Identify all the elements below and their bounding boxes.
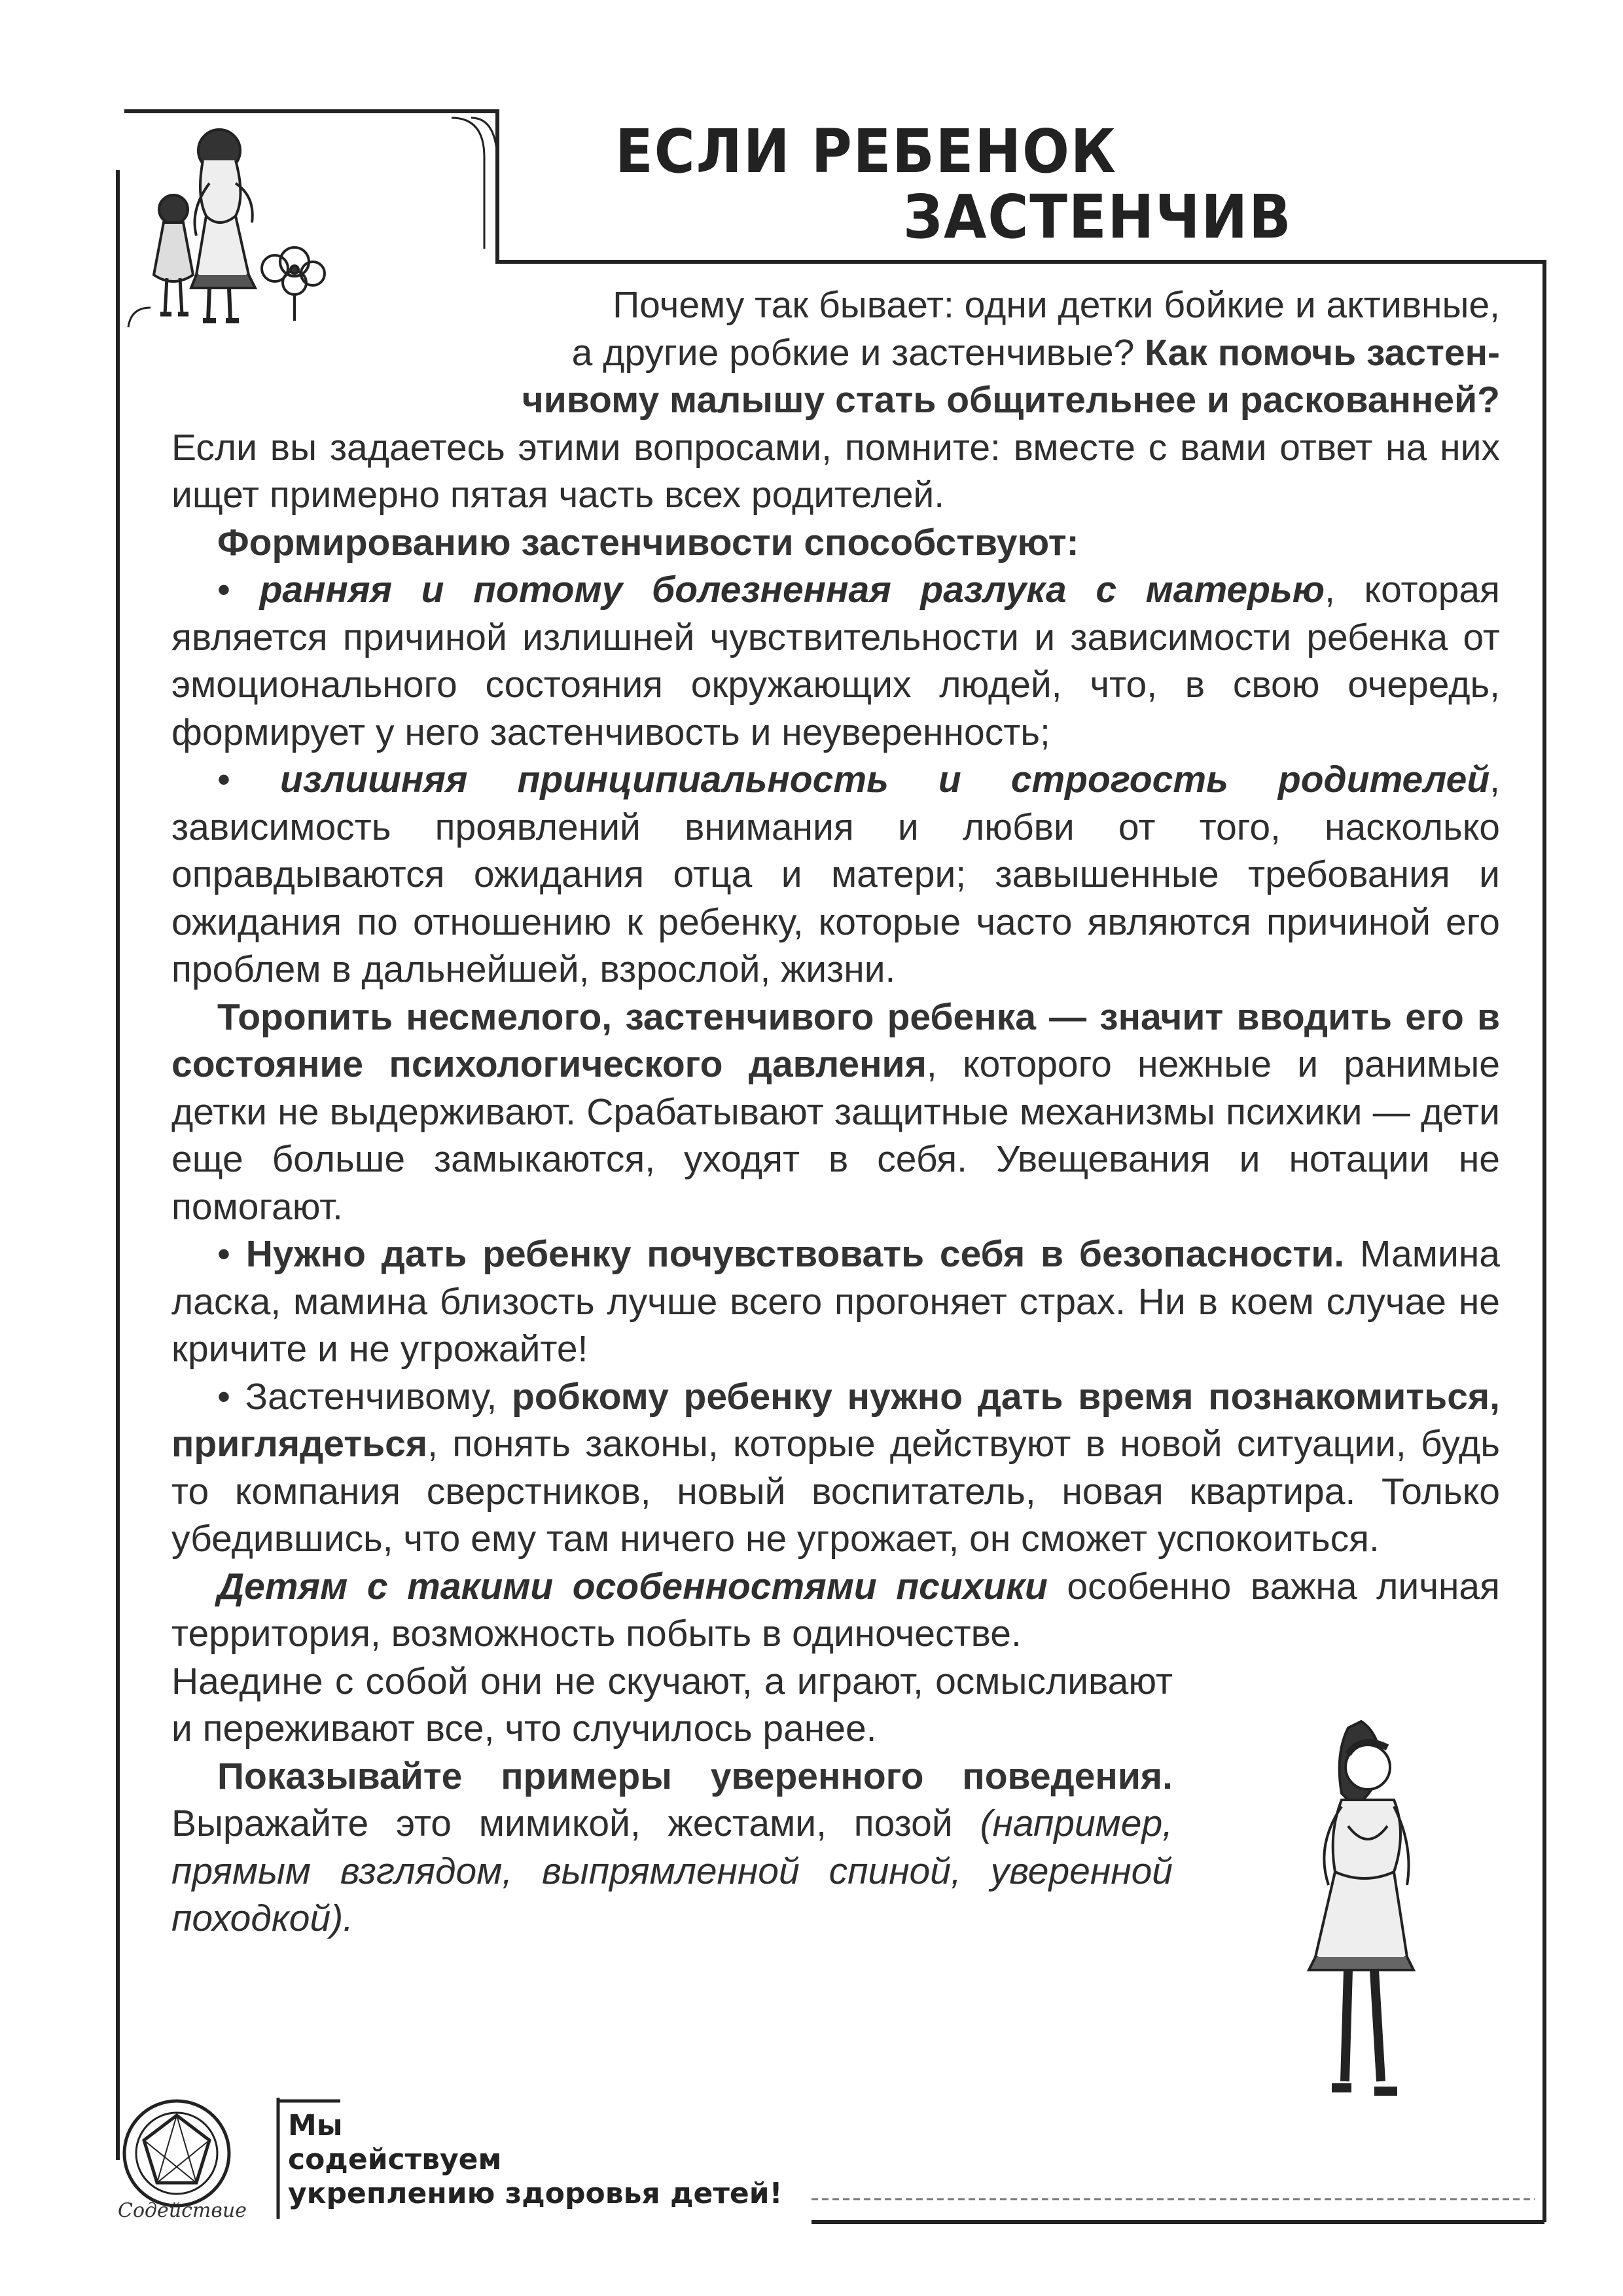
factor-item-2-emphasis: излишняя принципиальность и строгость родителей [280,759,1490,800]
footer-slogan [288,2109,783,2211]
territory-emphasis: Детям с такими особенностями психики [217,1565,1048,1607]
factor-item-1-text: , которая является причиной излишней чувствительности и зависимости ребенка от эмоционального состояния окружающих людей, что, в свою очередь, формирует у него застенчивость и неуверенность; [171,569,1500,753]
page-title-line1: ЕСЛИ РЕБЕНОК [615,117,1117,187]
safety-text: Мамина ласка, мамина близость лучше всего прогоняет страх. Ни в коем случае не кричите и не угрожайте! [171,1233,1500,1370]
intro-paragraph [171,281,1500,424]
footer-line2: содействуем [288,2143,502,2176]
factors-heading-text: Формированию застенчивости способствуют: [217,521,1079,564]
footer-line3: укреплению здоровья детей! [288,2177,783,2210]
safety-bold: Нужно дать ребенку почувствовать себя в безопасности. [245,1233,1345,1275]
safety-paragraph: • Нужно дать ребенку почувствовать себя в безопасности. Мамина ласка, мамина близость лучше всего прогоняет страх. Ни в коем случае не кричите и не угрожайте! [171,1233,1500,1370]
examples-text: Выражайте это мимикой, жестами, позой [171,1803,980,1844]
intro-line2 [171,329,1500,377]
intro-line3 [171,376,1500,424]
factor-item-1-emphasis: ранняя и потому болезненная разлука с матерью [259,569,1325,611]
time-lead: Застенчивому, [245,1375,512,1418]
territory-text1: особенно важна личная территория, возможность побыть в одиночестве. [171,1565,1500,1655]
territory-paragraph [171,1563,1500,1658]
factors-heading [171,519,1500,567]
footer-line1: Мы [288,2109,343,2142]
logo-label: Содействие [118,2199,247,2222]
territory-continuation: Наедине с собой они не скучают, а играют, осмысливают и переживают все, что случилось ранее. [171,1660,1173,1749]
hurry-text: , которого нежные и ранимые детки не выдерживают. Срабатывают защитные механизмы психики — дети еще больше замыкаются, уходят в себя. Увещевания и нотации не помогают. [171,1043,1500,1228]
page-title-line2: ЗАСТЕНЧИВ [903,182,1293,252]
intro-line3-bold: чивому малышу стать общительнее и раскованней? [522,379,1500,421]
intro-line1: Почему так бывает: одни детки бойкие и активные, [613,284,1500,326]
intro-rest: Если вы задаетесь этими вопросами, помните: вместе с вами ответ на них ищет примерно пятая часть всех родителей. [171,426,1500,516]
factor-item-2: • излишняя принципиальность и строгость родителей, зависимость проявлений внимания и любви от того, насколько оправдываются ожидания отца и матери; завышенные требования и ожидания по отношению к ребенку, которые часто являются причиной его проблем в дальнейшей, взрослой, жизни. [171,759,1501,990]
intro-line2-bold: Как помочь застен- [1145,331,1500,374]
examples-italic: (например, прямым взглядом, выпрямленной спиной, уверенной походкой). [171,1803,1173,1939]
factor-item-1: • ранняя и потому болезненная разлука с матерью, которая является причиной излишней чувствительности и зависимости ребенка от эмоционального состояния окружающих людей, что, в свою очередь, формирует у него застенчивость и неуверенность; [171,569,1500,753]
article-body [171,281,1500,1943]
time-bold: робкому ребенку нужно дать время познакомиться, приглядеться [171,1375,1500,1465]
sodeystvie-logo [124,2101,229,2206]
factor-item-2-text: , зависимость проявлений внимания и любви от того, насколько оправдываются ожидания отца и матери; завышенные требования и ожидания по отношению к ребенку, которые часто являются причиной его проблем в дальнейшей, взрослой, жизни. [171,759,1501,990]
examples-paragraph [171,1753,1173,1943]
intro-line2-text: а другие робкие и застенчивые? [571,331,1145,374]
time-text: , понять законы, которые действуют в новой ситуации, будь то компания сверстников, новый воспитатель, новая квартира. Только убедившись, что ему там ничего не угрожает, он сможет успокоиться. [171,1423,1500,1560]
examples-bold: Показывайте примеры уверенного поведения. [217,1755,1173,1797]
hurry-paragraph [171,994,1500,1231]
hurry-bold: Торопить несмелого, застенчивого ребенка — значит вводить его в состояние психологического давления [171,996,1500,1085]
time-paragraph: • Застенчивому, робкому ребенку нужно дать время познакомиться, приглядеться, понять законы, которые действуют в новой ситуации, будь то компания сверстников, новый воспитатель, новая квартира. Только убедившись, что ему там ничего не угрожает, он сможет успокоиться. [171,1375,1500,1560]
